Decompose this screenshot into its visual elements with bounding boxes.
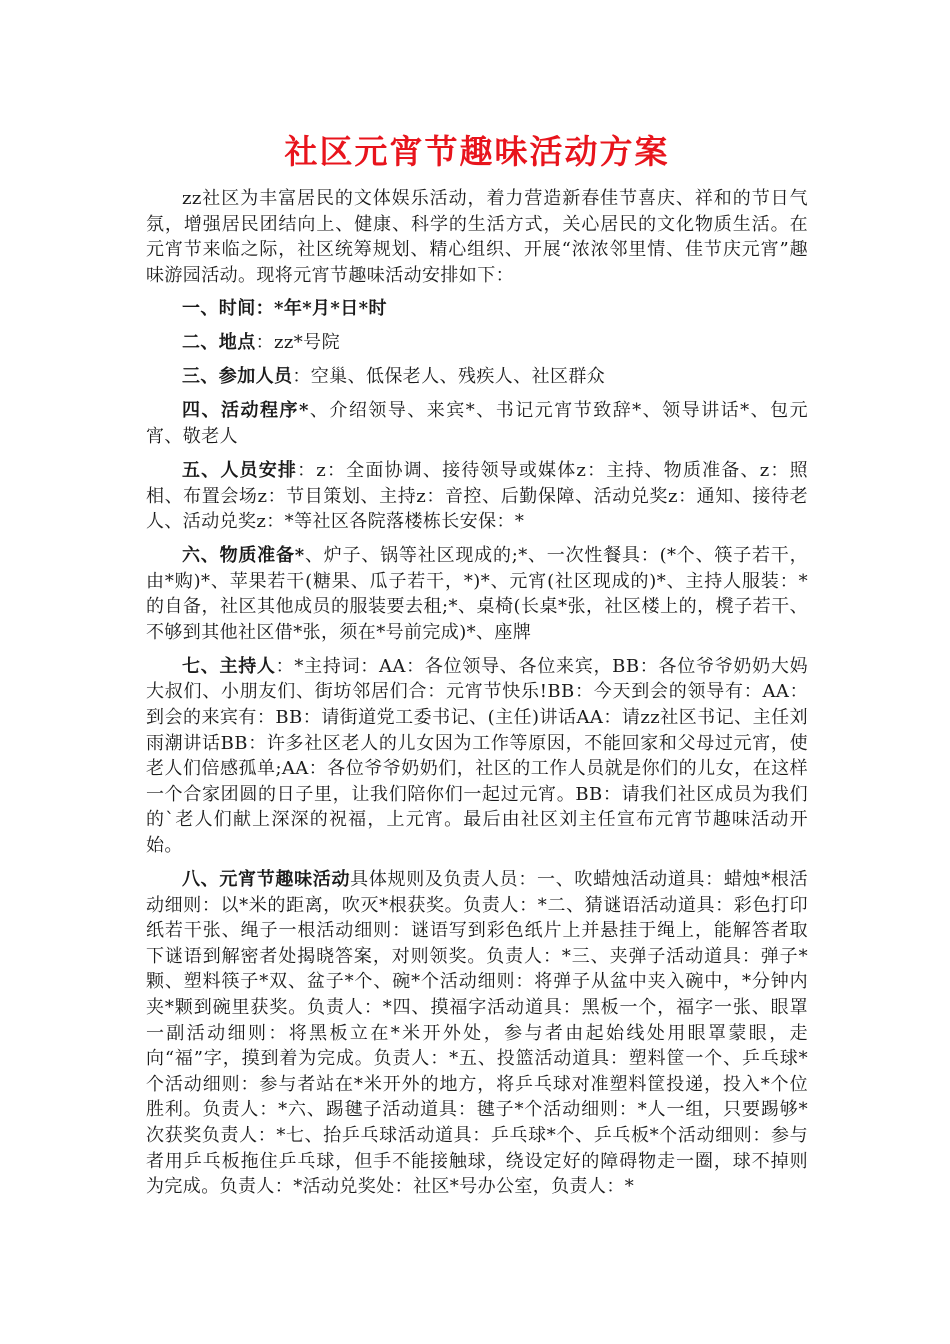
section-body: 、介绍领导、来宾*、书记元宵节致辞*、领导讲话*、包元宵、敬老人: [146, 400, 808, 447]
intro-paragraph: zz社区为丰富居民的文体娱乐活动，着力营造新春佳节喜庆、祥和的节日气氛，增强居民团结向上、健康、科学的生活方式，关心居民的文化物质生活。在元宵节来临之际，社区统筹规划、精心组织、开展“浓浓邻里情、佳节庆元宵”趣味游园活动。现将元宵节趣味活动安排如下：: [146, 188, 808, 286]
section-body: ：zz*号院: [255, 332, 340, 354]
section-heading: 四、活动程序*: [182, 400, 309, 422]
section-body: ：z：全面协调、接待领导或媒体z：主持、物质准备、z：照相、布置会场z：节目策划、主持z：音控、后勤保障、活动兑奖z：通知、接待老人、活动兑奖z：*等社区各院落楼栋长安保：*: [146, 459, 808, 533]
section-materials: [146, 543, 808, 645]
section-activities: [146, 867, 808, 1200]
section-heading: 一、时间：*年*月*日*时: [182, 298, 387, 320]
section-body: ：*主持词：AA：各位领导、各位来宾，BB：各位爷爷奶奶大妈大叔们、小朋友们、街坊邻居们合：元宵节快乐!BB：今天到会的领导有：AA：到会的来宾有：BB：请街道党工委书记、(主任)讲话AA：请zz社区书记、主任刘雨潮讲话BB：许多社区老人的儿女因为工作等原因，不能回家和父母过元宵，使老人们倍感孤单;AA：各位爷爷奶奶们，社区的工作人员就是你们的儿女，在这样一个合家团圆的日子里，让我们陪你们一起过元宵。BB：请我们社区成员为我们的`老人们献上深深的祝福，上元宵。最后由社区刘主任宣布元宵节趣味活动开始。: [146, 655, 809, 856]
section-time: [146, 296, 808, 322]
section-location: [146, 330, 808, 356]
section-body: 、炉子、锅等社区现成的;*、一次性餐具：(*个、筷子若干，由*购)*、苹果若干(糖果、瓜子若干，*)*、元宵(社区现成的)*、主持人服装：*的自备，社区其他成员的服装要去租;*、桌椅(长桌*张，社区楼上的，櫈子若干、不够到其他社区借*张，须在*号前完成)*、座牌: [146, 545, 808, 643]
section-program: [146, 398, 808, 449]
section-heading: 五、人员安排: [182, 459, 298, 481]
document-page: [146, 130, 808, 1208]
section-participants: [146, 364, 808, 390]
section-heading: 三、参加人员: [182, 366, 293, 388]
section-heading: 二、地点: [182, 332, 256, 354]
section-staffing: [146, 458, 808, 535]
section-body: ：空巢、低保老人、残疾人、社区群众: [292, 366, 606, 388]
document-title: 社区元宵节趣味活动方案: [284, 132, 670, 171]
section-host: [146, 654, 808, 859]
section-heading: 七、主持人: [182, 655, 276, 677]
section-body: 具体规则及负责人员：一、吹蜡烛活动道具：蜡烛*根活动细则：以*米的距离，吹灭*根获奖。负责人：*二、猜谜语活动道具：彩色打印纸若干张、绳子一根活动细则：谜语写到彩色纸片上并悬挂于绳上，能解答者取下谜语到解密者处揭晓答案，对则领奖。负责人：*三、夹弹子活动道具：弹子*颗、塑料筷子*双、盆子*个、碗*个活动细则：将弹子从盆中夹入碗中，*分钟内夹*颗到碗里获奖。负责人：*四、摸福字活动道具：黑板一个，福字一张、眼罩一副活动细则：将黑板立在*米开外处，参与者由起始线处用眼罩蒙眼，走向“福”字，摸到着为完成。负责人：*五、投篮活动道具：塑料筐一个、乒乓球*个活动细则：参与者站在*米开外的地方，将乒乓球对准塑料筐投递，投入*个位胜利。负责人：*六、踢毽子活动道具：毽子*个活动细则：*人一组，只要踢够*次获奖负责人：*七、抬乒乓球活动道具：乒乓球*个、乒乓板*个活动细则：参与者用乒乓板拖住乒乓球，但手不能接触球，绕设定好的障碍物走一圈，球不掉则为完成。负责人：*活动兑奖处：社区*号办公室，负责人：*: [146, 868, 808, 1198]
section-heading: 六、物质准备*: [182, 545, 305, 567]
section-heading: 八、元宵节趣味活动: [182, 868, 351, 890]
